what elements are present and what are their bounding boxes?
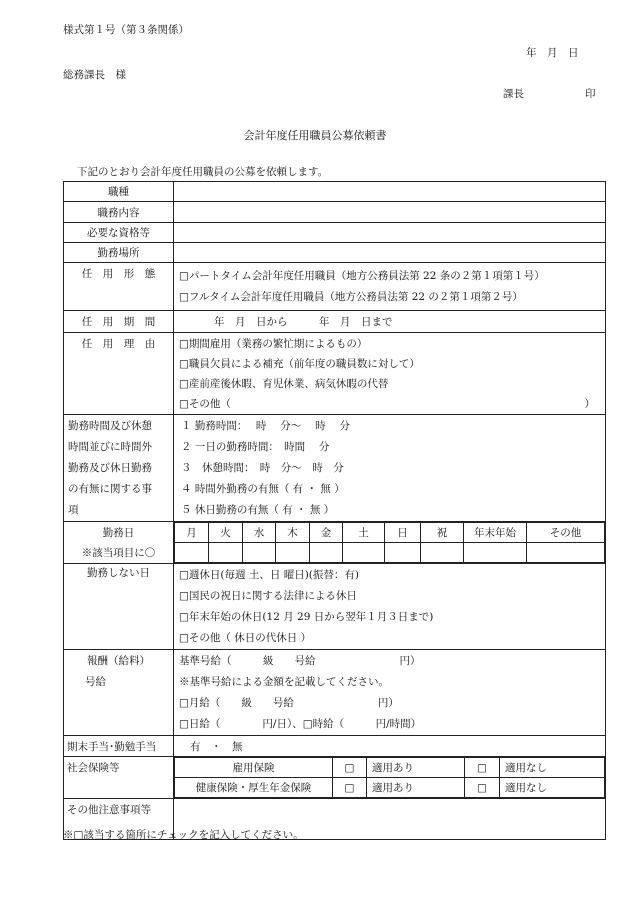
work-hours-item-5[interactable]: ５ 休日勤務の有無（ 有 ・ 無 ） (181, 504, 335, 516)
day-wed: 水 (243, 523, 276, 543)
non-work-option-weekly[interactable]: □週休日(毎週 土、日 曜日)(振替：有) (179, 569, 359, 581)
day-tue-mark[interactable] (209, 543, 243, 563)
insurance-health-not-applies: 適用なし (500, 778, 605, 798)
day-fri-mark[interactable] (310, 543, 343, 563)
day-sat-mark[interactable] (343, 543, 385, 563)
reason-option-seasonal[interactable]: □期間雇用（業務の繁忙期によるもの） (179, 337, 368, 350)
row-salary (64, 650, 606, 736)
day-newyear: 年末年始 (464, 523, 527, 543)
row-job-type (64, 182, 606, 202)
row-employment-reason (64, 333, 606, 415)
salary-daily-hourly-option[interactable]: □日給（ 円/日）、□時給（ 円/時間） (179, 718, 422, 730)
work-days-label (64, 522, 174, 564)
row-employment-form (64, 263, 606, 311)
insurance-health-not-applies-box[interactable]: □ (465, 778, 500, 798)
employment-form-option-parttime[interactable]: □パートタイム会計年度任用職員（地方公務員法第 22 条の２第１項第１号） (179, 269, 545, 282)
employment-period-label: 任 用 期 間 (64, 311, 174, 333)
bonus-label: 期末手当･勤勉手当 (64, 736, 174, 757)
work-hours-item-1[interactable]: １ 勤務時間： 時 分〜 時 分 (181, 420, 350, 432)
date-line: 年 月 日 (526, 47, 579, 59)
employment-period-value[interactable]: 年 月 日から 年 月 日まで (174, 311, 606, 333)
reason-other-text: □その他（ (179, 397, 231, 410)
job-content-field[interactable] (174, 202, 606, 223)
salary-monthly-option[interactable]: □月給（ 級 号給 円） (179, 697, 399, 709)
salary-label: 報酬（給料） 号給 (64, 650, 174, 736)
reason-option-leave-substitute[interactable]: □産前産後休暇、育児休業、病気休暇の代替 (179, 377, 389, 390)
non-work-option-national-holiday[interactable]: □国民の祝日に関する法律による休日 (179, 590, 357, 602)
day-other-mark[interactable] (527, 543, 605, 563)
intro-text: 下記のとおり会計年度任用職員の公募を依頼します。 (77, 166, 329, 178)
employment-reason-label: 任 用 理 由 (64, 333, 174, 415)
form-number: 様式第１号（第３条関係） (63, 24, 189, 36)
request-form-table (63, 181, 606, 840)
row-non-work-days (64, 564, 606, 650)
insurance-employment-not-applies-box[interactable]: □ (465, 758, 500, 778)
employment-form-label: 任 用 形 態 (64, 263, 174, 311)
row-employment-period (64, 311, 606, 333)
work-hours-item-3[interactable]: ３ 休憩時間： 時 分〜 時 分 (181, 462, 344, 474)
work-days-grid (174, 522, 605, 563)
non-work-option-newyear[interactable]: □年末年始の休日(12 月 29 日から翌年１月３日まで) (179, 611, 434, 623)
work-days-title: 勤務日 (102, 526, 135, 539)
insurance-employment-not-applies: 適用なし (500, 758, 605, 778)
seal-mark: 印 (585, 88, 596, 100)
insurance-employment-applies: 適用あり (367, 758, 465, 778)
insurance-health-applies: 適用あり (367, 778, 465, 798)
day-sun-mark[interactable] (385, 543, 421, 563)
day-tue: 火 (209, 523, 243, 543)
work-hours-item-4[interactable]: ４ 時間外勤務の有無（ 有 ・ 無 ） (181, 483, 345, 495)
day-mon: 月 (175, 523, 209, 543)
day-wed-mark[interactable] (243, 543, 276, 563)
salary-note: ※基準号給による金額を記載してください。 (179, 676, 389, 688)
insurance-health-name: 健康保険・厚生年金保険 (175, 778, 333, 798)
employment-form-option-fulltime[interactable]: □フルタイム会計年度任用職員（地方公務員法第 22 の２第１項第２号） (179, 290, 523, 303)
day-other: その他 (527, 523, 605, 543)
qualifications-label: 必要な資格等 (64, 223, 174, 243)
row-bonus (64, 736, 606, 757)
sender-label: 課長 (503, 88, 524, 100)
day-holiday-mark[interactable] (421, 543, 464, 563)
work-days-note: ※該当項目に〇 (81, 546, 156, 559)
day-newyear-mark[interactable] (464, 543, 527, 563)
row-qualifications (64, 223, 606, 243)
non-work-days-label: 勤務しない日 (64, 564, 174, 650)
non-work-option-other[interactable]: □その他（ 休日の代休日 ） (179, 632, 312, 644)
reason-option-other[interactable] (179, 394, 601, 414)
row-job-content (64, 202, 606, 223)
insurance-grid (174, 757, 605, 798)
salary-base-grade[interactable]: 基準号給（ 級 号給 円） (179, 655, 421, 667)
bonus-value[interactable]: 有 ・ 無 (174, 736, 606, 757)
workplace-field[interactable] (174, 243, 606, 263)
reason-option-vacancy[interactable]: □職員欠員による補充（前年度の職員数に対して） (179, 357, 420, 370)
day-thu-mark[interactable] (276, 543, 310, 563)
job-content-label: 職務内容 (64, 202, 174, 223)
qualifications-field[interactable] (174, 223, 606, 243)
footer-note: ※□該当する箇所にチェックを記入してください。 (63, 829, 304, 841)
addressee: 総務課長 様 (63, 69, 126, 81)
day-thu: 木 (276, 523, 310, 543)
work-hours-label: 勤務時間及び休憩 時間並びに時間外 勤務及び休日勤務 の有無に関する事 項 (64, 415, 174, 522)
insurance-employment-applies-box[interactable]: □ (333, 758, 367, 778)
job-type-label: 職種 (64, 182, 174, 202)
row-insurance (64, 757, 606, 799)
row-work-days (64, 522, 606, 564)
insurance-employment-name: 雇用保険 (175, 758, 333, 778)
insurance-label: 社会保険等 (64, 757, 174, 799)
row-work-hours (64, 415, 606, 522)
other-notes-label: その他注意事項等 (64, 799, 174, 840)
day-sat: 土 (343, 523, 385, 543)
day-fri: 金 (310, 523, 343, 543)
day-holiday: 祝 (421, 523, 464, 543)
insurance-health-applies-box[interactable]: □ (333, 778, 367, 798)
reason-other-close-paren: ） (584, 397, 595, 410)
job-type-field[interactable] (174, 182, 606, 202)
day-mon-mark[interactable] (175, 543, 209, 563)
day-sun: 日 (385, 523, 421, 543)
row-workplace (64, 243, 606, 263)
workplace-label: 勤務場所 (64, 243, 174, 263)
document-title: 会計年度任用職員公募依頼書 (243, 129, 387, 142)
work-hours-item-2[interactable]: ２ 一日の勤務時間： 時間 分 (181, 441, 330, 453)
